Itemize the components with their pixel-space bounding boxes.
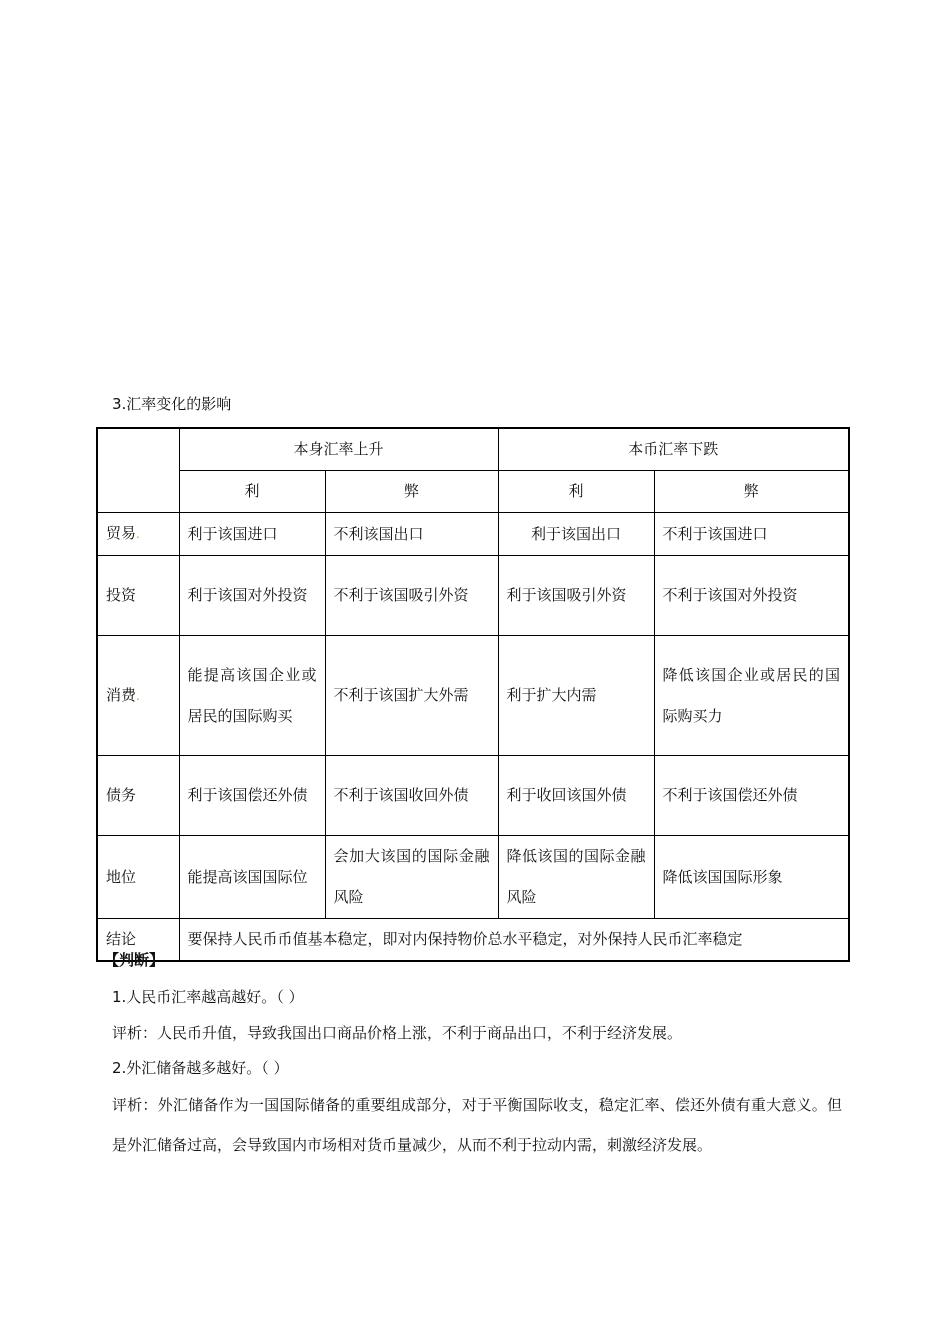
table-cell: 利于收回该国外债 bbox=[498, 756, 654, 836]
conclusion-text: 要保持人民币币值基本稳定，即对内保持物价总水平稳定，对外保持人民币汇率稳定 bbox=[179, 919, 849, 962]
table-cell: 降低该国的国际金融风险 bbox=[498, 836, 654, 919]
row-label-consumption: 消费. bbox=[97, 636, 179, 756]
row-label-trade: 贸易. bbox=[97, 513, 179, 556]
table-cell: 能提高该国企业或居民的国际购买 bbox=[179, 636, 325, 756]
table-cell: 降低该国国际形象 bbox=[654, 836, 849, 919]
table-cell: 降低该国企业或居民的国际购买力 bbox=[654, 636, 849, 756]
row-label-investment: 投资 bbox=[97, 556, 179, 636]
question-2-comment: 评析：外汇储备作为一国国际储备的重要组成部分，对于平衡国际收支，稳定汇率、偿还外债有重大意义。但是外汇储备过高，会导致国内市场相对货币量减少，从而不利于拉动内需，刺激经济发展。 bbox=[112, 1096, 842, 1154]
table-corner-cell bbox=[97, 428, 179, 513]
table-cell: 利于扩大内需 bbox=[498, 636, 654, 756]
judge-section-title: 【判断】 bbox=[104, 951, 165, 969]
table-row bbox=[97, 636, 849, 756]
table-cell: 利于该国偿还外债 bbox=[179, 756, 325, 836]
table-cell: 利于该国吸引外资 bbox=[498, 556, 654, 636]
table-cell: 不利于该国偿还外债 bbox=[654, 756, 849, 836]
table-row bbox=[97, 836, 849, 919]
table-cell: 利于该国进口 bbox=[179, 513, 325, 556]
question-1-comment: 评析：人民币升值，导致我国出口商品价格上涨，不利于商品出口，不利于经济发展。 bbox=[112, 1024, 683, 1042]
table-cell: 会加大该国的国际金融风险 bbox=[325, 836, 498, 919]
table-row bbox=[97, 556, 849, 636]
table-row bbox=[97, 513, 849, 556]
table-subheader-row bbox=[97, 471, 849, 513]
section-heading: 3.汇率变化的影响 bbox=[112, 395, 232, 413]
header-appreciation: 本身汇率上升 bbox=[179, 428, 498, 471]
question-2: 2.外汇储备越多越好。（ ） bbox=[112, 1059, 289, 1077]
table-row bbox=[97, 756, 849, 836]
row-label-debt: 债务 bbox=[97, 756, 179, 836]
header-depreciation: 本币汇率下跌 bbox=[498, 428, 849, 471]
table-cell: 不利该国出口 bbox=[325, 513, 498, 556]
subheader-con-2: 弊 bbox=[654, 471, 849, 513]
table-cell: 能提高该国国际位 bbox=[179, 836, 325, 919]
table-cell: 不利于该国扩大外需 bbox=[325, 636, 498, 756]
table-cell: 利于该国出口 bbox=[498, 513, 654, 556]
table-cell: 不利于该国进口 bbox=[654, 513, 849, 556]
table-row-conclusion bbox=[97, 919, 849, 962]
exchange-rate-effects-table bbox=[96, 427, 850, 962]
table-cell: 利于该国对外投资 bbox=[179, 556, 325, 636]
row-label-conclusion: 结论 bbox=[97, 919, 179, 962]
subheader-pro-2: 利 bbox=[498, 471, 654, 513]
subheader-pro-1: 利 bbox=[179, 471, 325, 513]
table-header-row bbox=[97, 428, 849, 471]
marker-dot: . bbox=[136, 688, 140, 703]
table-cell: 不利于该国收回外债 bbox=[325, 756, 498, 836]
row-label-status: 地位 bbox=[97, 836, 179, 919]
marker-dot: . bbox=[136, 527, 140, 541]
question-1: 1.人民币汇率越高越好。（ ） bbox=[112, 988, 304, 1006]
table-cell: 不利于该国对外投资 bbox=[654, 556, 849, 636]
subheader-con-1: 弊 bbox=[325, 471, 498, 513]
table-cell: 不利于该国吸引外资 bbox=[325, 556, 498, 636]
